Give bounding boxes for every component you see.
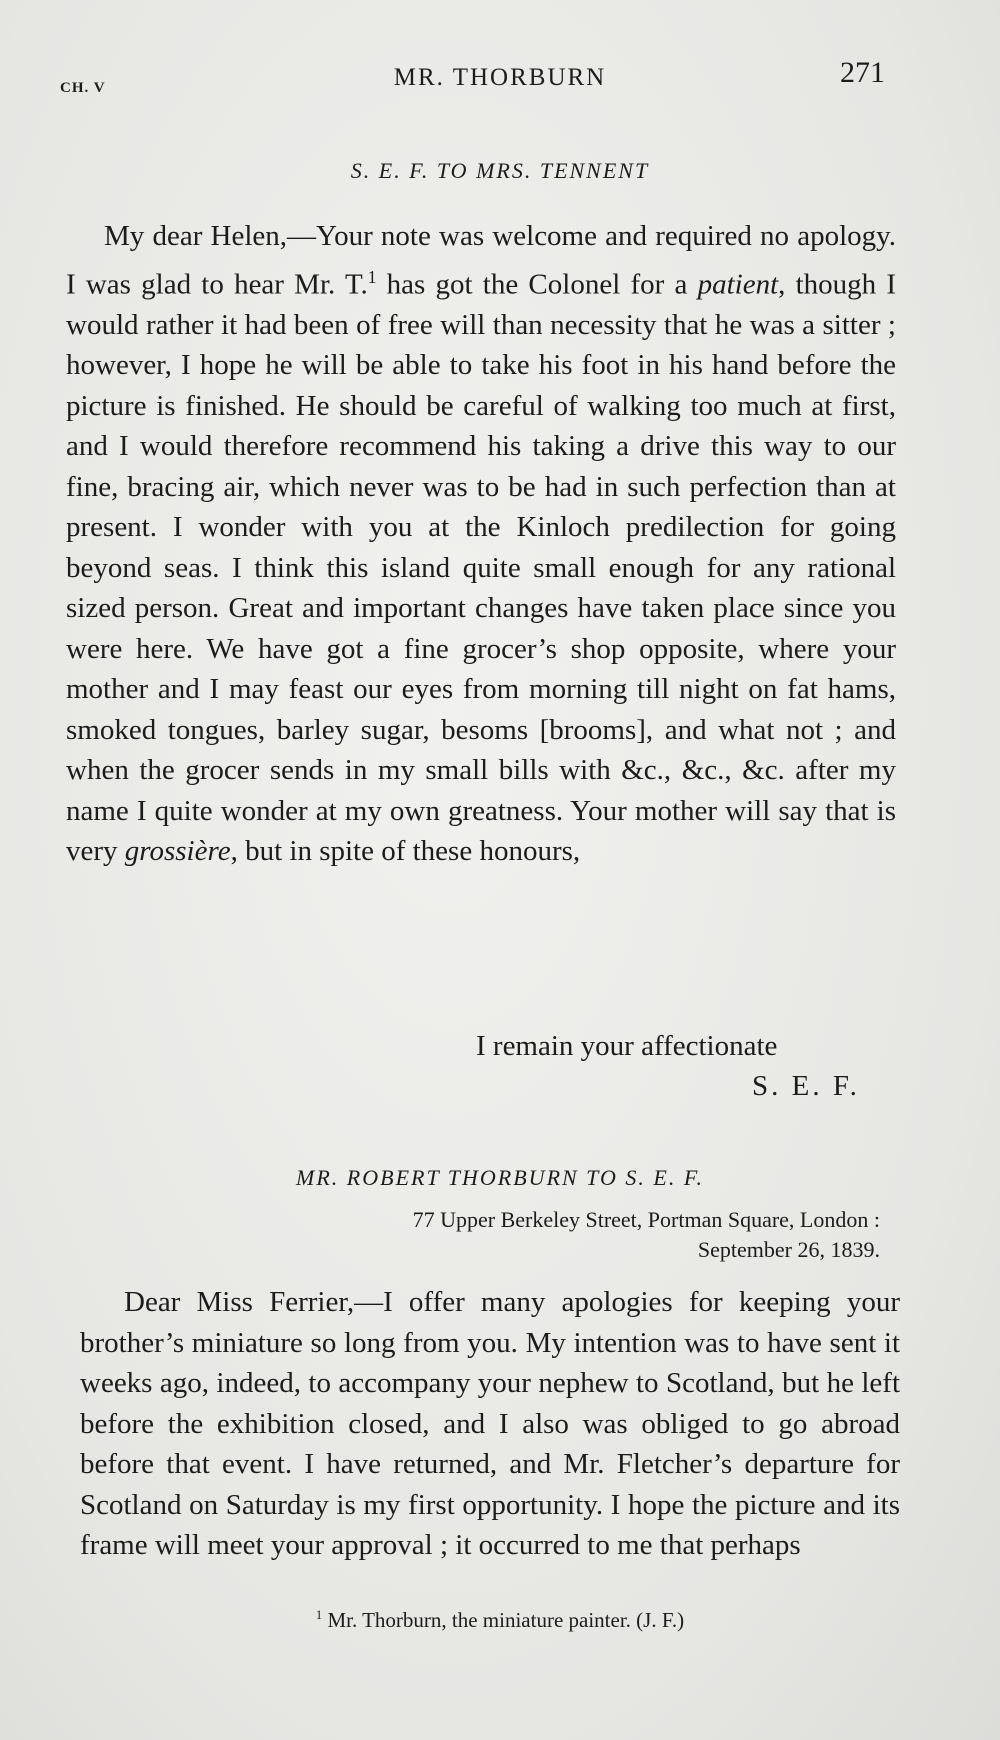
text-run: My dear Helen,—Your note was welcome and required no apology. I was glad to hear Mr. T. bbox=[66, 220, 896, 301]
sender-address: 77 Upper Berkeley Street, Portman Square, London : bbox=[412, 1207, 880, 1232]
page-header bbox=[0, 56, 1000, 96]
footnote-marker: 1 bbox=[315, 1608, 323, 1622]
page-number: 271 bbox=[840, 56, 885, 89]
letter-paragraph bbox=[66, 216, 896, 872]
letter-heading: MR. ROBERT THORBURN TO S. E. F. bbox=[296, 1165, 704, 1190]
italic-word: grossière bbox=[124, 835, 231, 868]
letter-paragraph: Dear Miss Ferrier,—I offer many apologies for keeping your brother’s miniature so long from you. My intention was to have sent it weeks ago, indeed, to accompany your nephew to Scotland, but he left before the exhibition closed, and I also was obliged to go abroad before that event. I have returned, and Mr. Fletcher’s departure for Scotland on Saturday is my first opportunity. I hope the picture and its frame will meet your approval ; it occurred to me that perhaps bbox=[80, 1286, 900, 1561]
text-run: , though I would rather it had been of free will than necessity that he was a sitter ; however, I hope he will be able to take his foot in his hand before the picture is finished. He should be careful of walking too much at first, and I would therefore recommend his taking a drive this way to our fine, bracing air, which never was to be had in such perfection than at present. I wonder with you at the Kinloch predilection for going beyond seas. I think this island quite small enough for any rational sized person. Great and important changes have taken place since you were here. We have got a fine grocer’s shop opposite, where your mother and I may feast our eyes from morning till night on fat hams, smoked tongues, barley sugar, besoms [brooms], and what not ; and when the grocer sends in my small bills with &c., &c., &c. after my name I quite wonder at my own greatness. Your mother will say that is very bbox=[66, 268, 896, 868]
footnote bbox=[0, 1608, 1000, 1633]
footnote-text: Mr. Thorburn, the miniature painter. (J. F.) bbox=[322, 1608, 685, 1632]
footnote-marker: 1 bbox=[367, 266, 377, 287]
italic-word: patient bbox=[697, 268, 779, 301]
text-run: , but in spite of these honours, bbox=[230, 835, 581, 868]
chapter-label: CH. V bbox=[60, 80, 106, 96]
letter-signature: S. E. F. bbox=[752, 1070, 860, 1102]
running-title: MR. THORBURN bbox=[393, 64, 607, 91]
letter-heading: S. E. F. TO MRS. TENNENT bbox=[350, 158, 650, 183]
letter-date: September 26, 1839. bbox=[697, 1237, 880, 1262]
text-run: has got the Colonel for a bbox=[376, 268, 698, 301]
letter-closing: I remain your affectionate bbox=[476, 1030, 778, 1062]
